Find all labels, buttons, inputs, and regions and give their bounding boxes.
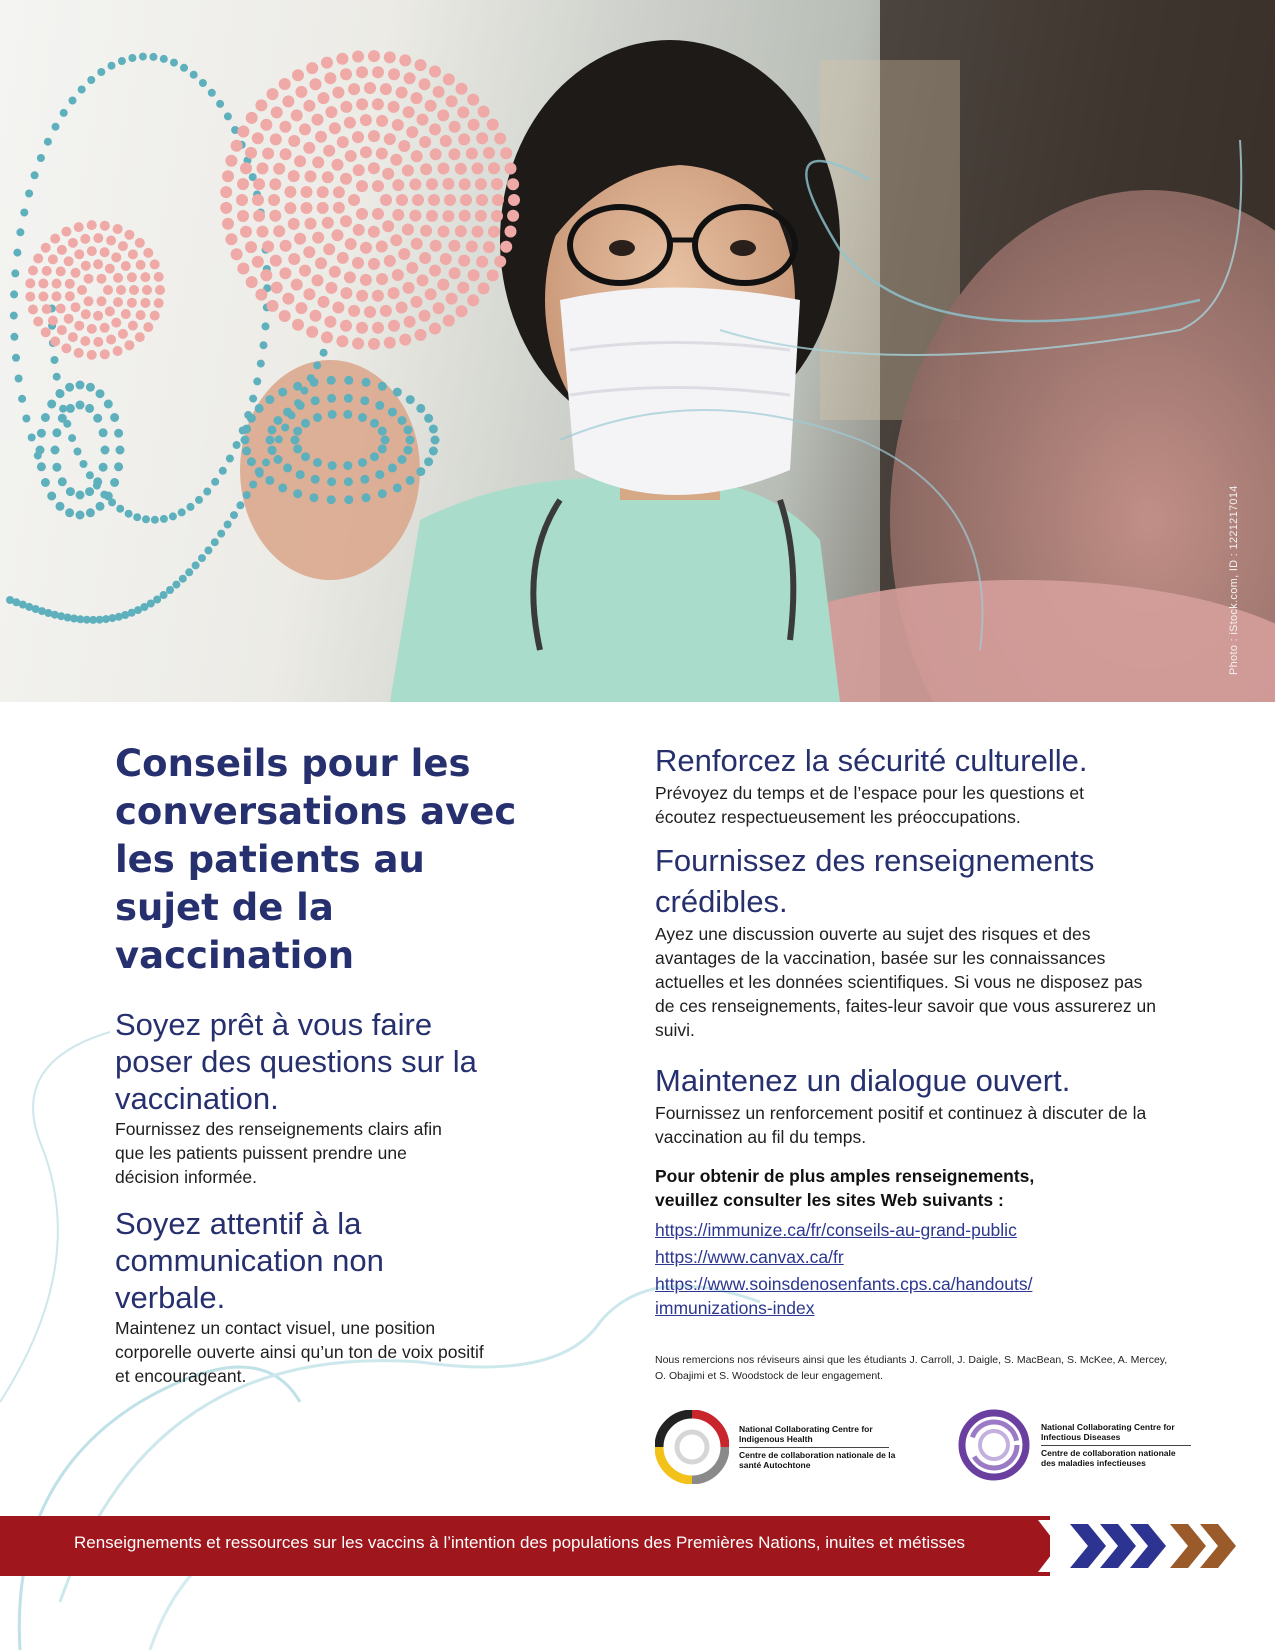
- tip-heading: Soyez prêt à vous faire poser des questions sur la vaccination.: [115, 1007, 477, 1116]
- logo-nccih: [655, 1410, 899, 1484]
- logo-nccid: [957, 1408, 1191, 1482]
- logo-name-fr: Centre de collaboration nationale de la santé Autochtone: [739, 1449, 896, 1470]
- hero-photo: [0, 0, 1275, 702]
- nccid-logo-icon: [957, 1408, 1031, 1482]
- logo-name-en: National Collaborating Centre for Indigenous Health: [739, 1423, 873, 1444]
- tip-body: Prévoyez du temps et de l’espace pour les questions et écoutez respectueusement les préoccupations.: [655, 783, 1084, 827]
- resources-section: [655, 1164, 1215, 1320]
- nccid-logo-text: [1041, 1422, 1191, 1469]
- acknowledgement: Nous remercions nos réviseurs ainsi que les étudiants J. Carroll, J. Daigle, S. MacBean, S. McKee, A. Mercey, O. Obajimi et S. Woodstock de leur engagement.: [655, 1354, 1168, 1382]
- tip-heading: Renforcez la sécurité culturelle.: [655, 743, 1088, 778]
- hero-illustration: [0, 0, 1275, 702]
- tip-heading: Soyez attentif à la communication non verbale.: [115, 1206, 384, 1315]
- tip-open-dialogue: [655, 1060, 1215, 1149]
- chevron-arrows-icon: [1030, 1516, 1275, 1576]
- resources-heading: Pour obtenir de plus amples renseignements, veuillez consulter les sites Web suivants :: [655, 1166, 1035, 1210]
- photo-credit: Photo : iStock.com, ID : 1221217014: [1228, 485, 1240, 675]
- logo-name-en: National Collaborating Centre for Infectious Diseases: [1041, 1421, 1175, 1442]
- tip-cultural-safety: [655, 740, 1215, 829]
- tip-heading: Maintenez un dialogue ouvert.: [655, 1063, 1071, 1098]
- page-title: Conseils pour les conversations avec les patients au sujet de la vaccination: [115, 742, 517, 977]
- tip-nonverbal-communication: [115, 1205, 515, 1388]
- tip-credible-information: [655, 840, 1215, 1042]
- link-caring-for-kids[interactable]: https://www.soinsdenosenfants.cps.ca/handouts/ immunizations-index: [655, 1274, 1033, 1318]
- footer-text: Renseignements et ressources sur les vaccins à l’intention des populations des Premières Nations, inuites et métisses: [74, 1533, 966, 1552]
- tip-body: Fournissez un renforcement positif et continuez à discuter de la vaccination au fil du temps.: [655, 1103, 1147, 1147]
- logo-name-fr: Centre de collaboration nationale des maladies infectieuses: [1041, 1447, 1176, 1468]
- tip-heading: Fournissez des renseignements crédibles.: [655, 843, 1095, 919]
- link-canvax[interactable]: https://www.canvax.ca/fr: [655, 1247, 844, 1267]
- nccih-logo-icon: [655, 1410, 729, 1484]
- resources-links: [655, 1218, 1215, 1320]
- tip-body: Fournissez des renseignements clairs afin que les patients puissent prendre une décision informée.: [115, 1119, 442, 1187]
- link-immunize[interactable]: https://immunize.ca/fr/conseils-au-grand-public: [655, 1220, 1017, 1240]
- tip-body: Maintenez un contact visuel, une position corporelle ouverte ainsi qu’un ton de voix positif et encourageant.: [115, 1318, 484, 1386]
- tip-body: Ayez une discussion ouverte au sujet des risques et des avantages de la vaccination, basée sur les connaissances actuelles et les données scientifiques. Si vous ne disposez pas de ces renseignements, faites-leur savoir que vous assurerez un suivi.: [655, 924, 1156, 1040]
- tip-prepared-questions: [115, 1006, 515, 1189]
- nccih-logo-text: [739, 1424, 899, 1471]
